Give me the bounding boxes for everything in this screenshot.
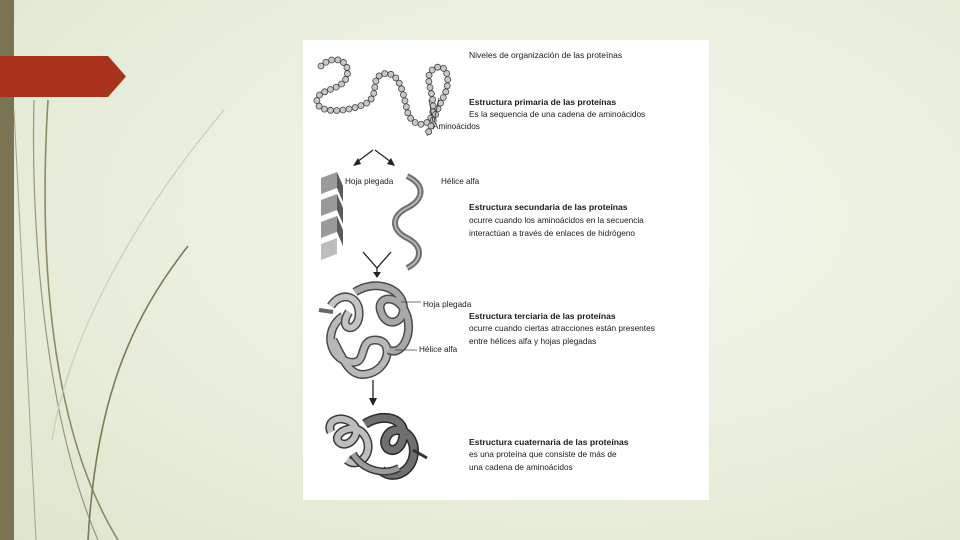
amino-acid-bead [428, 91, 434, 97]
secondary-desc-line-1: ocurre cuando los aminoácidos en la secuencia [469, 215, 644, 225]
tertiary-heading: Estructura terciaria de las proteínas [469, 311, 616, 321]
amino-acid-bead [430, 97, 436, 103]
pleated-sheet [321, 172, 343, 260]
amino-acid-bead [371, 90, 377, 96]
amino-acid-bead [426, 129, 432, 135]
amino-acid-bead [396, 80, 402, 86]
amino-acid-bead [443, 89, 449, 95]
primary-heading: Estructura primaria de las proteínas [469, 97, 617, 107]
quaternary-assembly [330, 418, 427, 475]
amino-acid-bead [426, 78, 432, 84]
amino-acid-bead [400, 92, 406, 98]
amino-acid-bead [346, 106, 352, 112]
amino-acid-bead [402, 98, 408, 104]
amino-acid-bead [399, 86, 405, 92]
arrow-join [363, 252, 391, 268]
amino-acid-bead [340, 107, 346, 113]
tertiary-fold [319, 286, 409, 375]
amino-acids-label: Aminoácidos [433, 122, 480, 131]
amino-acid-bead [418, 121, 424, 127]
quaternary-desc-line-1: es una proteína que consiste de más de [469, 449, 617, 459]
amino-acid-bead [333, 84, 339, 90]
amino-acid-bead [376, 73, 382, 79]
amino-acid-bead [335, 57, 341, 63]
accent-arrow-tab [0, 56, 126, 97]
amino-acid-bead [314, 97, 320, 103]
amino-acid-bead [435, 64, 441, 70]
amino-acid-bead [403, 104, 409, 110]
amino-acid-bead [339, 81, 345, 87]
secondary-heading: Estructura secundaria de las proteínas [469, 202, 628, 212]
tertiary-desc-line-2: entre hélices alfa y hojas plegadas [469, 336, 597, 346]
amino-acid-bead [445, 77, 451, 83]
amino-acid-bead [328, 107, 334, 113]
tertiary-sheet-label: Hoja plegada [423, 300, 472, 309]
amino-acid-bead [382, 71, 388, 77]
figure-title: Niveles de organización de las proteínas [469, 50, 623, 60]
amino-acid-bead [405, 110, 411, 116]
amino-acid-beads [314, 57, 451, 135]
amino-acid-bead [327, 86, 333, 92]
quaternary-heading: Estructura cuaternaria de las proteínas [469, 437, 629, 447]
alpha-helix [395, 176, 421, 268]
amino-acid-bead [344, 64, 350, 70]
amino-acid-bead [334, 107, 340, 113]
tertiary-helix-label: Hélice alfa [419, 345, 458, 354]
secondary-helix-label: Hélice alfa [441, 177, 480, 186]
amino-acid-bead [321, 106, 327, 112]
secondary-sheet-label: Hoja plegada [345, 177, 394, 186]
primary-desc-line-1: Es la sequencia de una cadena de aminoácidos [469, 109, 646, 119]
amino-acid-bead [344, 71, 350, 77]
protein-structure-figure [303, 40, 709, 500]
tertiary-desc-line-1: ocurre cuando ciertas atracciones están presentes [469, 323, 655, 333]
arrow-to-helix [375, 150, 391, 162]
amino-acid-bead [352, 105, 358, 111]
amino-acid-bead [329, 57, 335, 63]
amino-acid-bead [368, 96, 374, 102]
amino-acid-bead [323, 59, 329, 65]
amino-acid-bead [444, 83, 450, 89]
amino-acid-bead [372, 84, 378, 90]
amino-acid-bead [412, 119, 418, 125]
amino-acid-bead [440, 95, 446, 101]
quaternary-desc-line-2: una cadena de aminoácidos [469, 462, 573, 472]
arrow-to-sheet [357, 150, 373, 162]
amino-acid-bead [358, 103, 364, 109]
amino-acid-bead [427, 85, 433, 91]
amino-acid-bead [444, 71, 450, 77]
secondary-desc-line-2: interactúan a través de enlaces de hidrógeno [469, 228, 636, 238]
